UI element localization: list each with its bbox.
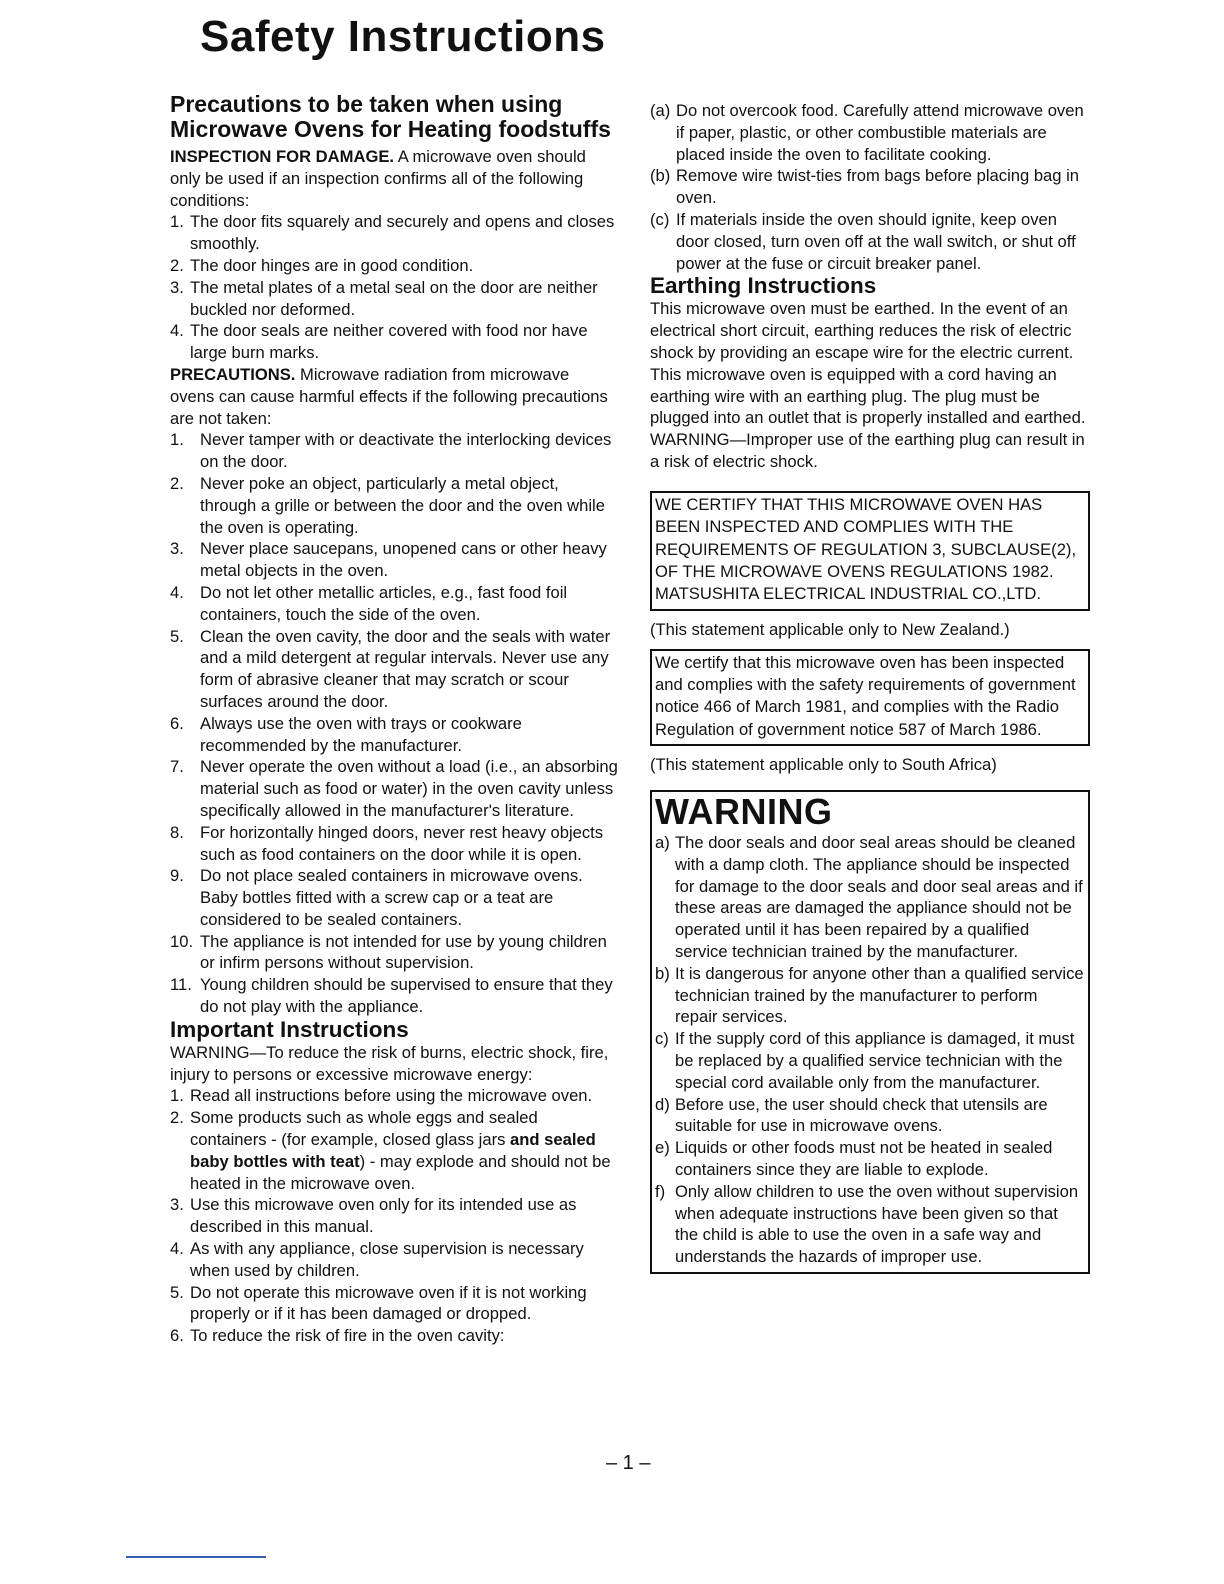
item-text: Only allow children to use the oven without supervision when adequate instructions have been given so that the child is able to use the oven in a safe way and understands the hazards of improper use. <box>675 1181 1079 1267</box>
list-item <box>170 429 618 473</box>
item-number: 11. <box>170 975 192 995</box>
item-number: 4. <box>170 1239 184 1259</box>
precaution-list <box>170 429 618 1018</box>
list-item <box>655 832 1084 963</box>
sa-certificate-box <box>650 649 1090 747</box>
item-number: 2. <box>170 1108 184 1128</box>
right-column <box>650 100 1090 1274</box>
item-text: Always use the oven with trays or cookware recommended by the manufacturer. <box>200 713 522 755</box>
nz-certificate-box <box>650 491 1090 611</box>
item-number: a) <box>655 833 670 852</box>
item-text: Liquids or other foods must not be heated in sealed containers since they are liable to explode. <box>675 1138 1053 1179</box>
list-item <box>655 1181 1084 1268</box>
list-item <box>655 963 1084 1028</box>
earthing-warning: WARNING—Improper use of the earthing plug can result in a risk of electric shock. <box>650 430 1085 471</box>
inspection-text: A microwave oven should only be used if an inspection confirms all of the following conditions: <box>170 147 586 210</box>
item-number: 3. <box>170 277 184 297</box>
item-text: To reduce the risk of fire in the oven cavity: <box>190 1326 505 1346</box>
item-text: Use this microwave oven only for its intended use as described in this manual. <box>190 1195 577 1237</box>
item-text: If materials inside the oven should ignite, keep oven door closed, turn oven off at the wall switch, or shut off power at the fuse or circuit breaker panel. <box>676 209 1076 273</box>
item-number: 2. <box>170 255 184 275</box>
item-text-pre: Some products such as whole eggs and sealed containers - (for example, closed glass jars <box>190 1108 538 1150</box>
item-number: 3. <box>170 1195 184 1215</box>
list-item <box>170 626 618 713</box>
item-number: 10. <box>170 931 194 951</box>
list-item <box>170 277 618 321</box>
precautions-heading: Precautions to be taken when using Microwave Ovens for Heating foodstuffs <box>170 91 611 142</box>
important-intro: WARNING—To reduce the risk of burns, electric shock, fire, injury to persons or excessive microwave energy: <box>170 1042 609 1084</box>
item-text: Never operate the oven without a load (i.e., an absorbing material such as food or water) in the oven cavity unless specifically allowed in the manufacturer's literature. <box>200 757 618 820</box>
item-number: 4. <box>170 582 184 602</box>
earthing-body: This microwave oven must be earthed. In the event of an electrical short circuit, earthing reduces the risk of electric shock by providing an escape wire for the electric current. This microwave oven is equipped with a cord having an earthing wire with an earthing plug. The plug must be plugged into an outlet that is properly installed and earthed. <box>650 299 1086 428</box>
list-item <box>655 1094 1084 1138</box>
item-text: As with any appliance, close supervision is necessary when used by children. <box>190 1239 584 1280</box>
fire-list <box>650 100 1090 274</box>
item-text: It is dangerous for anyone other than a qualified service technician trained by the manufacturer to perform repair services. <box>675 963 1084 1027</box>
nz-note: (This statement applicable only to New Zealand.) <box>650 619 1010 639</box>
list-item <box>650 100 1090 165</box>
item-number: 6. <box>170 713 184 733</box>
item-text: The door fits squarely and securely and opens and closes smoothly. <box>190 212 615 254</box>
item-number: 7. <box>170 757 184 777</box>
item-number: 6. <box>170 1326 184 1346</box>
item-number: 3. <box>170 539 184 559</box>
list-item <box>170 931 618 975</box>
list-item <box>650 165 1090 209</box>
list-item <box>170 1282 618 1326</box>
item-text: Never poke an object, particularly a metal object, through a grille or between the door and the oven while the oven is operating. <box>200 473 605 537</box>
list-item <box>170 1107 618 1194</box>
item-text: Remove wire twist-ties from bags before placing bag in oven. <box>676 166 1080 208</box>
nz-certificate-text: WE CERTIFY THAT THIS MICROWAVE OVEN HAS BEEN INSPECTED AND COMPLIES WITH THE REQUIREMENTS OF REGULATION 3, SUBCLAUSE(2), OF THE MICROWAVE OVENS REGULATIONS 1982. <box>655 494 1077 581</box>
list-item <box>170 1238 618 1282</box>
item-text: Before use, the user should check that utensils are suitable for use in microwave ovens. <box>675 1094 1048 1136</box>
left-column <box>170 92 618 1347</box>
item-text: The door hinges are in good condition. <box>190 255 474 275</box>
warning-list <box>655 832 1084 1268</box>
list-item <box>170 1194 618 1238</box>
list-item <box>170 255 618 277</box>
item-number: 5. <box>170 626 184 646</box>
item-text: Never place saucepans, unopened cans or other heavy metal objects in the oven. <box>200 539 607 581</box>
item-number: 1. <box>170 212 184 232</box>
item-number: 5. <box>170 1282 184 1302</box>
inspection-list <box>170 211 618 364</box>
list-item <box>170 822 618 866</box>
item-text: The door seals and door seal areas should be cleaned with a damp cloth. The appliance should be inspected for damage to the door seals and door seal areas and if these areas are damaged the appliance should not be operated until it has been repaired by a qualified service technician trained by the manufacturer. <box>675 833 1083 961</box>
precautions-text: Microwave radiation from microwave ovens can cause harmful effects if the following precautions are not taken: <box>170 364 608 428</box>
warning-box <box>650 790 1090 1274</box>
inspection-paragraph <box>170 146 618 211</box>
page-number: – 1 – <box>606 1452 651 1474</box>
item-text: Do not place sealed containers in microwave ovens. Baby bottles fitted with a screw cap or a teat are considered to be sealed containers. <box>200 866 583 929</box>
list-item <box>170 1325 618 1347</box>
item-number: 9. <box>170 866 184 886</box>
item-text: Do not overcook food. Carefully attend microwave oven if paper, plastic, or other combustible materials are placed inside the oven to facilitate cooking. <box>676 101 1084 164</box>
item-text: Clean the oven cavity, the door and the seals with water and a mild detergent at regular intervals. Never use any form of abrasive cleaner that may scratch or scour surfaces around the door. <box>200 626 611 711</box>
footer-rule <box>126 1556 266 1558</box>
item-number: (c) <box>650 209 670 229</box>
list-item <box>170 211 618 255</box>
item-number: (a) <box>650 101 671 120</box>
list-item <box>170 582 618 626</box>
item-text: Do not let other metallic articles, e.g., fast food foil containers, touch the side of the oven. <box>200 582 568 624</box>
list-item <box>655 1137 1084 1181</box>
precautions-lead: PRECAUTIONS. <box>170 364 296 384</box>
list-item <box>170 756 618 821</box>
item-number: d) <box>655 1094 670 1114</box>
important-heading: Important Instructions <box>170 1016 409 1042</box>
item-text: Do not operate this microwave oven if it is not working properly or if it has been damaged or dropped. <box>190 1282 587 1324</box>
page-title: Safety Instructions <box>200 12 606 61</box>
item-text: The appliance is not intended for use by young children or infirm persons without supervision. <box>200 931 607 973</box>
item-number: 1. <box>170 1086 184 1106</box>
list-item <box>170 865 618 930</box>
item-number: c) <box>655 1029 669 1049</box>
item-text-bold: and sealed baby bottles with teat <box>190 1130 596 1171</box>
list-item <box>170 1085 618 1107</box>
warning-title: WARNING <box>655 791 833 832</box>
item-text: The door seals are neither covered with food nor have large burn marks. <box>190 321 588 363</box>
inspection-lead: INSPECTION FOR DAMAGE. <box>170 147 395 166</box>
item-text: If the supply cord of this appliance is damaged, it must be replaced by a qualified service technician with the special cord available only from the manufacturer. <box>675 1029 1075 1092</box>
item-number: 4. <box>170 321 184 341</box>
sa-certificate-text: We certify that this microwave oven has been inspected and complies with the safety requirements of government notice 466 of March 1981, and complies with the Radio Regulation of government notice 587 of March 1986. <box>655 652 1076 739</box>
item-number: f) <box>655 1181 666 1201</box>
item-text: Never tamper with or deactivate the interlocking devices on the door. <box>200 430 612 472</box>
list-item <box>170 538 618 582</box>
sa-note: (This statement applicable only to South Africa) <box>650 755 997 775</box>
item-text: The metal plates of a metal seal on the door are neither buckled nor deformed. <box>190 277 598 319</box>
item-number: (b) <box>650 166 671 186</box>
item-text: Read all instructions before using the microwave oven. <box>190 1086 593 1106</box>
earthing-heading: Earthing Instructions <box>650 273 877 299</box>
list-item <box>655 1028 1084 1093</box>
list-item <box>170 713 618 757</box>
list-item <box>650 209 1090 274</box>
item-number: e) <box>655 1138 670 1158</box>
item-number: 1. <box>170 430 184 450</box>
list-item <box>170 320 618 364</box>
item-number: b) <box>655 963 670 983</box>
important-list <box>170 1085 618 1347</box>
item-number: 8. <box>170 822 184 842</box>
precautions-paragraph <box>170 364 618 429</box>
item-text: For horizontally hinged doors, never rest heavy objects such as food containers on the door while it is open. <box>200 822 604 864</box>
item-number: 2. <box>170 473 184 493</box>
list-item <box>170 974 618 1018</box>
item-text: Young children should be supervised to ensure that they do not play with the appliance. <box>200 975 613 1017</box>
list-item <box>170 473 618 538</box>
nz-certificate-company: MATSUSHITA ELECTRICAL INDUSTRIAL CO.,LTD. <box>655 584 1042 604</box>
item-text-post: ) - may explode and should not be heated in the microwave oven. <box>190 1151 611 1193</box>
